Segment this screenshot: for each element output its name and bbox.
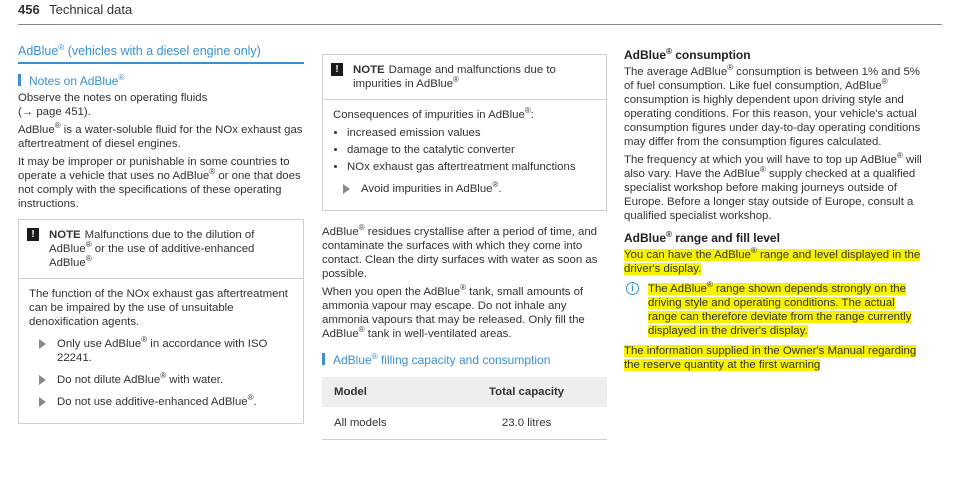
paragraph: It may be improper or punishable in some countries to operate a vehicle that uses no AdBlue® or one that does not comply with the specifications of these operating instructions. [18,156,301,210]
column-1 [18,44,304,432]
capacity-heading: AdBlue® filling capacity and consumption [322,353,607,367]
table-header: Total capacity [446,377,607,407]
notes-heading: Notes on AdBlue® [18,74,304,88]
paragraph: Consequences of impurities in AdBlue®: [333,106,534,121]
warning-icon: ! [331,63,343,76]
paragraph: Observe the notes on operating fluids (→ page 451). [18,92,208,118]
table-cell: All models [322,407,446,440]
consumption-heading: AdBlue® consumption [624,47,751,62]
paragraph: The information supplied in the Owner's Manual regarding the reserve quantity at the first warning [624,345,917,371]
info-icon: i [626,282,639,295]
table-row [322,407,607,440]
range-heading: AdBlue® range and fill level [624,230,780,245]
chapter-title: Technical data [49,2,133,17]
list-item: • NOx exhaust gas aftertreatment malfunctions [347,160,596,174]
step-item: Only use AdBlue® in accordance with ISO 22241. [39,337,293,365]
consequence-list [333,126,596,174]
info-note: i The AdBlue® range shown depends strongly on the driving style and operating conditions. The actual range can therefore deviate from the range currently displayed in the driver's display. [624,282,924,338]
table-header: Model [322,377,446,407]
section-title: AdBlue® (vehicles with a diesel engine only) [18,44,304,64]
header-rule [18,24,942,25]
paragraph: AdBlue® is a water-soluble fluid for the NOx exhaust gas aftertreatment of diesel engines. [18,121,303,150]
paragraph: The frequency at which you will have to top up AdBlue® will also vary. Have the AdBlue® supply checked at a qualified specialist workshop before making journeys outside of Europe. Before a longer stay outside of Europe, consult a qualified specialist workshop. [624,151,922,222]
column-3 [624,48,924,376]
step-item: Do not use additive-enhanced AdBlue®. [39,395,293,409]
paragraph: You can have the AdBlue® range and level displayed in the driver's display. [624,246,921,275]
table-cell: 23.0 litres [446,407,607,440]
step-item: Do not dilute AdBlue® with water. [39,373,293,387]
page-header [18,2,132,17]
capacity-table [322,377,607,440]
list-item: • damage to the catalytic converter [347,143,596,157]
note-box: ! NOTE Damage and malfunctions due to impurities in AdBlue® Consequences of impurities in AdBlue®: • increased emission values • damage to the catalytic converter • NOx exhaust gas aftertreatment malfunctions Avoid impurities in AdBlue®. [322,54,607,211]
step-item: Avoid impurities in AdBlue®. [343,182,596,196]
column-2 [322,54,607,440]
paragraph: The average AdBlue® consumption is between 1% and 5% of fuel consumption. Like fuel consumption, AdBlue® consumption is highly dependent upon driving style and operating conditions. For this reason, your vehicle's actual consumption figures under day-to-day operating conditions may differ from the consumption figures calculated. [624,63,921,148]
list-item: • increased emission values [347,126,596,140]
note-box: ! NOTE Malfunctions due to the dilution of AdBlue® or the use of additive-enhanced AdBlue® The function of the NOx exhaust gas aftertreatment can be impaired by the use of unsuitable denoxification agents. Only use AdBlue® in accordance with ISO 22241. Do not dilute AdBlue® with water. Do not use additive-enhanced AdBlue®. [18,219,304,424]
warning-icon: ! [27,228,39,241]
paragraph: When you open the AdBlue® tank, small amounts of ammonia vapour may escape. Do not inhale any ammonia vapours that may be released. Only fill the AdBlue® tank in well-ventilated areas. [322,283,585,340]
paragraph: AdBlue® residues crystallise after a period of time, and contaminate the surfaces with which they come into contact. Clean the dirty surfaces with water as soon as possible. [322,223,598,280]
page-number: 456 [18,2,40,17]
note-body: The function of the NOx exhaust gas aftertreatment can be impaired by the use of unsuitable denoxification agents. [29,288,288,328]
